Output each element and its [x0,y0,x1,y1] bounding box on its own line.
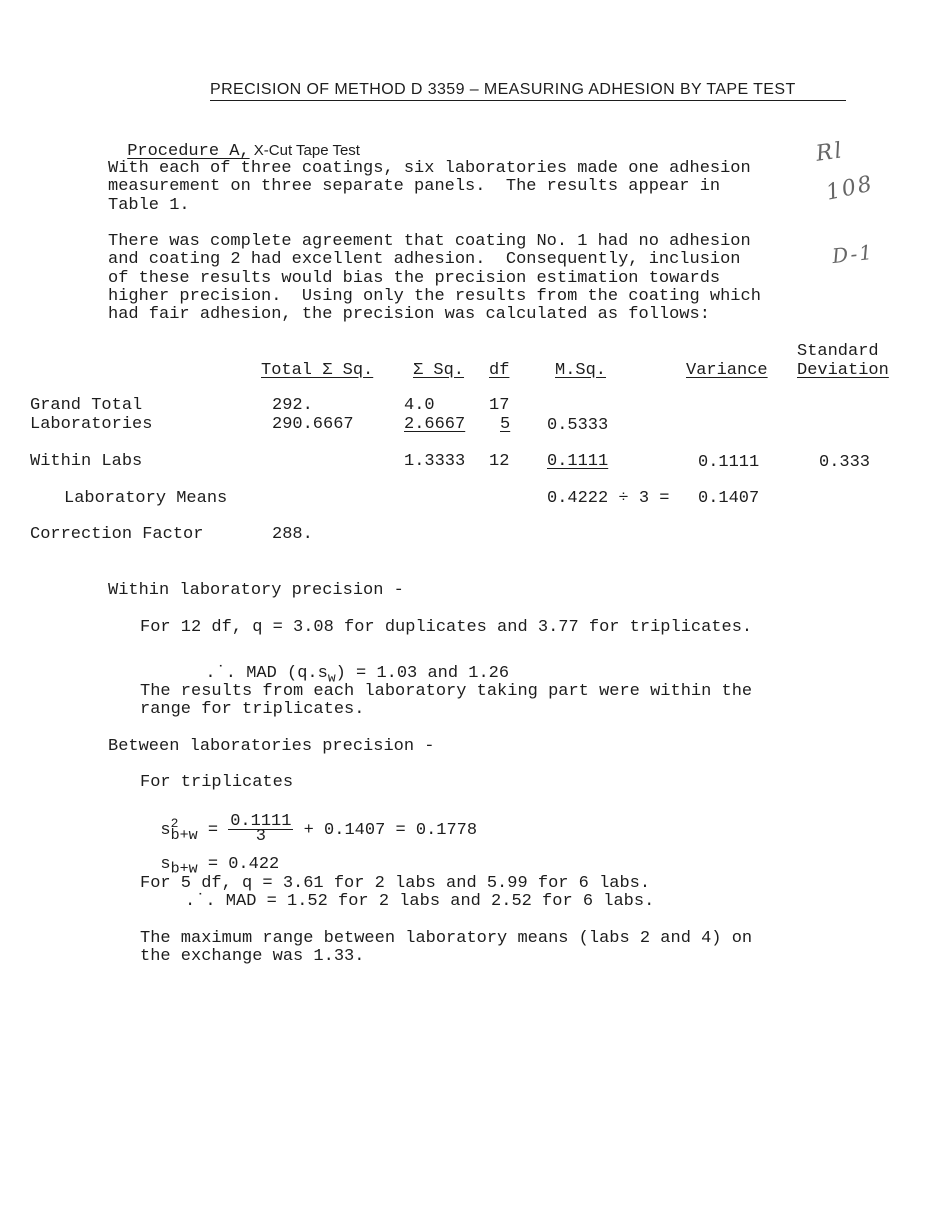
eq2-s: s [160,855,171,875]
between-for-triplicates: For triplicates [140,773,294,792]
within-labs-std: 0.333 [819,453,871,472]
grand-total-df: 17 [489,396,510,415]
header-std-line1: Standard [797,342,879,361]
eq1-frac-den: 3 [255,827,266,846]
procedure-title: X-Cut Tape Test [249,142,360,159]
grand-total-sq: 4.0 [404,396,435,415]
row-label-laboratories: Laboratories [30,415,153,434]
handwritten-note-c: D-1 [830,239,876,269]
procedure-label: Procedure A, [127,142,250,161]
eq1-sub: b+w [170,826,198,844]
header-sq: Σ Sq. [413,361,465,380]
handwritten-note-a: Rl [814,138,846,167]
eq1-sup: 2 [170,815,179,831]
header-std-line2: Deviation [797,361,889,380]
laboratories-sq: 2.6667 [404,415,466,434]
paragraph-intro: With each of three coatings, six laboratories made one adhesion measurement on three separate panels. The results appear in Table 1. [108,159,751,215]
header-df: df [489,361,510,380]
equation-variance [140,795,477,844]
within-labs-df: 12 [489,452,510,471]
laboratories-total: 290.6667 [272,415,354,434]
within-q-line: For 12 df, q = 3.08 for duplicates and 3.77 for triplicates. [140,618,753,637]
lab-means-variance: 0.1407 [698,489,760,508]
within-labs-msq: 0.1111 [547,452,609,471]
equation-sd [140,838,279,879]
between-heading: Between laboratories precision - [108,737,435,756]
eq1-equals: = [197,820,229,840]
page-title: PRECISION OF METHOD D 3359 – MEASURING ADHESION BY TAPE TEST [210,81,846,101]
within-labs-variance: 0.1111 [698,453,760,472]
handwritten-note-b: 108 [823,171,877,206]
within-labs-sq: 1.3333 [404,452,466,471]
header-variance: Variance [686,361,768,380]
within-mad-sub: w [327,670,336,686]
within-heading: Within laboratory precision - [108,581,404,600]
header-msq: M.Sq. [555,361,607,380]
between-df-line: For 5 df, q = 3.61 for 2 labs and 5.99 for 6 labs. [140,874,651,893]
eq1-s: s [160,820,171,840]
correction-total: 288. [272,525,313,544]
laboratories-df: 5 [500,415,511,434]
between-mad-line: .˙. MAD = 1.52 for 2 labs and 2.52 for 6 labs. [185,892,655,911]
within-mad-suffix: ) = 1.03 and 1.26 [335,664,510,684]
eq2-sub: b+w [170,860,198,878]
row-label-correction: Correction Factor [30,525,204,544]
paragraph-agreement: There was complete agreement that coating No. 1 had no adhesion and coating 2 had excellent adhesion. Consequently, inclusion of these results would bias the precision estimation towards higher precision. Using only the results from the coating which had fair adhesion, the precision was calculated as follows: [108,232,761,325]
header-total-sq: Total Σ Sq. [261,361,374,380]
eq2-rest: = 0.422 [197,855,280,875]
between-max-range: The maximum range between laboratory means (labs 2 and 4) on the exchange was 1.33. [140,929,753,967]
row-label-within-labs: Within Labs [30,452,143,471]
eq1-rest: + 0.1407 = 0.1778 [293,820,478,840]
eq1-frac-num: 0.1111 [230,812,292,831]
within-results: The results from each laboratory taking part were within the range for triplicates. [140,682,753,720]
within-mad-prefix: .˙. MAD (q.s [205,664,328,684]
section-heading [108,124,360,161]
row-label-lab-means: Laboratory Means [64,489,228,508]
laboratories-msq: 0.5333 [547,416,609,435]
row-label-grand-total: Grand Total [30,396,143,415]
grand-total-total: 292. [272,396,313,415]
lab-means-msq: 0.4222 ÷ 3 = [547,489,670,508]
